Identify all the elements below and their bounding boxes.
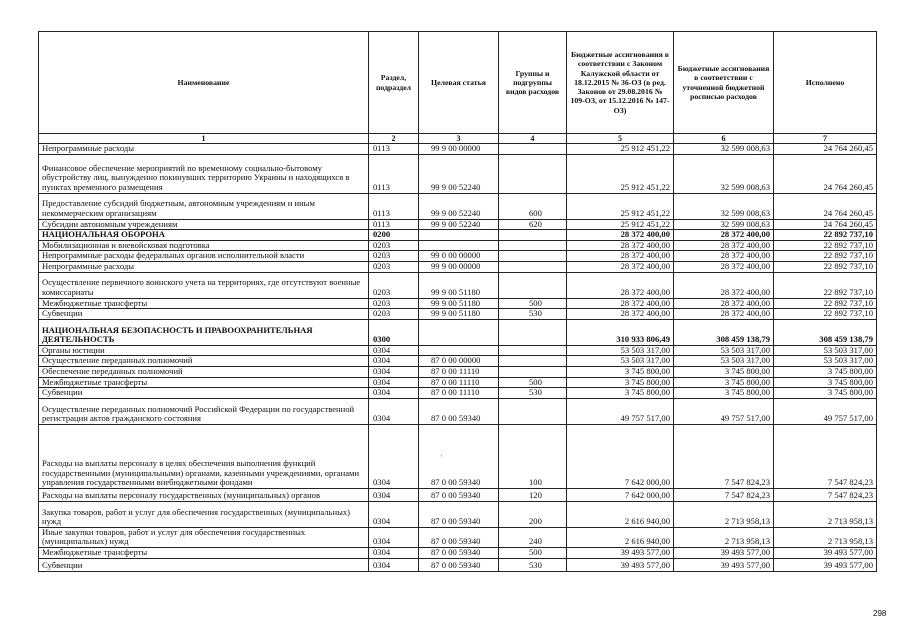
table-row [39, 558, 877, 571]
table-cell-budget-refined: 39 493 577,00 [674, 547, 774, 558]
col-number-6: 6 [674, 134, 774, 144]
col-number-1: 1 [39, 134, 369, 144]
table-cell-name: Осуществление переданных полномочий [39, 356, 369, 367]
table-cell-budget-refined: 3 745 800,00 [674, 377, 774, 388]
table-cell-section: 0203 [369, 298, 419, 309]
header-executed: Исполнено [774, 32, 877, 134]
table-cell-name: Осуществление первичного воинского учета на территориях, где отсутствуют военные комиссариаты [39, 272, 369, 298]
table-cell-group [499, 319, 567, 345]
table-cell-budget-law: 39 493 577,00 [567, 558, 674, 571]
table-cell-group [499, 240, 567, 251]
table-cell-name: Расходы на выплаты персоналу в целях обеспечения выполнения функций государственными (муниципальными) органами, казенными учреждениями, органами управления государственными внебюджетными фондами [39, 424, 369, 488]
col-number-5: 5 [567, 134, 674, 144]
table-cell-name: Межбюджетные трансферты [39, 298, 369, 309]
table-row [39, 144, 877, 155]
table-cell-budget-refined: 53 503 317,00 [674, 356, 774, 367]
table-cell-section: 0203 [369, 261, 419, 272]
table-row [39, 398, 877, 424]
table-cell-group: 100 [499, 424, 567, 488]
table-cell-name: Иные закупки товаров, работ и услуг для обеспечения государственных (муниципальных) нужд [39, 527, 369, 547]
table-cell-budget-law: 28 372 400,00 [567, 251, 674, 262]
table-cell-budget-law: 39 493 577,00 [567, 547, 674, 558]
table-cell-budget-refined: 39 493 577,00 [674, 558, 774, 571]
table-cell-budget-law: 28 372 400,00 [567, 261, 674, 272]
table-cell-name: Субвенции [39, 309, 369, 320]
table-row [39, 309, 877, 320]
table-cell-executed: 7 547 824,23 [774, 488, 877, 501]
table-cell-budget-refined: 28 372 400,00 [674, 309, 774, 320]
table-cell-group [499, 154, 567, 193]
table-cell-name: НАЦИОНАЛЬНАЯ БЕЗОПАСНОСТЬ И ПРАВООХРАНИТЕЛЬНАЯ ДЕЯТЕЛЬНОСТЬ [39, 319, 369, 345]
table-cell-group [499, 398, 567, 424]
table-cell-name: Обеспечение переданных полномочий [39, 366, 369, 377]
col-number-4: 4 [499, 134, 567, 144]
table-cell-target: 99 9 00 51180 [419, 309, 499, 320]
table-row [39, 501, 877, 527]
table-row [39, 261, 877, 272]
table-cell-group: 500 [499, 547, 567, 558]
table-cell-target: 99 9 00 52240 [419, 219, 499, 230]
table-cell-budget-law: 25 912 451,22 [567, 154, 674, 193]
table-cell-name: Межбюджетные трансферты [39, 377, 369, 388]
table-cell-name: Непрограммные расходы федеральных органов исполнительной власти [39, 251, 369, 262]
table-cell-target: 99 9 00 52240 [419, 193, 499, 219]
table-cell-section: 0304 [369, 377, 419, 388]
table-row [39, 527, 877, 547]
table-cell-executed: 22 892 737,10 [774, 298, 877, 309]
table-cell-group: 500 [499, 298, 567, 309]
table-cell-budget-refined: 308 459 138,79 [674, 319, 774, 345]
table-cell-budget-law: 3 745 800,00 [567, 366, 674, 377]
table-cell-budget-refined: 3 745 800,00 [674, 388, 774, 399]
table-cell-target [419, 345, 499, 356]
table-cell-name: Закупка товаров, работ и услуг для обеспечения государственных (муниципальных) нужд [39, 501, 369, 527]
table-cell-section: 0304 [369, 527, 419, 547]
table-cell-budget-refined: 32 599 008,63 [674, 193, 774, 219]
table-cell-name: Субвенции [39, 558, 369, 571]
table-cell-group: 620 [499, 219, 567, 230]
table-cell-executed: 39 493 577,00 [774, 558, 877, 571]
budget-table [38, 31, 877, 572]
table-cell-target: 87 0 00 11110 [419, 388, 499, 399]
header-section: Раздел, подраздел [369, 32, 419, 134]
table-cell-target: 87 0 00 59340 [419, 398, 499, 424]
table-cell-name: Субвенции [39, 388, 369, 399]
table-cell-executed: 3 745 800,00 [774, 377, 877, 388]
table-cell-budget-refined: 28 372 400,00 [674, 298, 774, 309]
table-cell-section: 0304 [369, 366, 419, 377]
table-cell-name: Межбюджетные трансферты [39, 547, 369, 558]
table-cell-section: 0304 [369, 388, 419, 399]
table-cell-name: Мобилизационная и вневойсковая подготовка [39, 240, 369, 251]
table-cell-group [499, 251, 567, 262]
table-cell-budget-law: 28 372 400,00 [567, 230, 674, 241]
table-cell-target: 99 0 00 00000 [419, 251, 499, 262]
budget-report-sheet [38, 31, 876, 591]
table-cell-target: 99 9 00 52240 [419, 154, 499, 193]
table-cell-budget-law: 2 616 940,00 [567, 501, 674, 527]
table-cell-budget-law: 25 912 451,22 [567, 144, 674, 155]
table-row [39, 298, 877, 309]
table-cell-section: 0304 [369, 558, 419, 571]
table-cell-name: Предоставление субсидий бюджетным, автономным учреждениям и иным некоммерческим организациям [39, 193, 369, 219]
table-cell-name: НАЦИОНАЛЬНАЯ ОБОРОНА [39, 230, 369, 241]
table-row [39, 366, 877, 377]
table-cell-section: 0203 [369, 309, 419, 320]
table-cell-budget-refined: 2 713 958,13 [674, 527, 774, 547]
table-cell-budget-refined: 7 547 824,23 [674, 488, 774, 501]
table-cell-target: 87 0 00 11110 [419, 366, 499, 377]
table-cell-target: 87 0 00 59340 [419, 527, 499, 547]
table-row [39, 488, 877, 501]
table-cell-target [419, 319, 499, 345]
table-cell-section: 0203 [369, 272, 419, 298]
table-cell-executed: 53 503 317,00 [774, 356, 877, 367]
table-row [39, 272, 877, 298]
table-row [39, 345, 877, 356]
table-cell-executed: 22 892 737,10 [774, 309, 877, 320]
table-cell-target: 99 9 00 51180 [419, 272, 499, 298]
table-row [39, 219, 877, 230]
table-cell-executed: 39 493 577,00 [774, 547, 877, 558]
table-cell-name: Непрограммные расходы [39, 144, 369, 155]
table-row [39, 251, 877, 262]
table-cell-budget-law: 28 372 400,00 [567, 309, 674, 320]
col-number-3: 3 [419, 134, 499, 144]
table-cell-group: 600 [499, 193, 567, 219]
table-cell-budget-refined: 32 599 008,63 [674, 154, 774, 193]
table-cell-name: Органы юстиции [39, 345, 369, 356]
col-number-7: 7 [774, 134, 877, 144]
table-cell-name: Осуществление переданных полномочий Российской Федерации по государственной регистрации актов гражданского состояния [39, 398, 369, 424]
table-cell-group: 500 [499, 377, 567, 388]
table-cell-budget-law: 3 745 800,00 [567, 388, 674, 399]
table-cell-budget-law: 28 372 400,00 [567, 240, 674, 251]
header-budget-refined: Бюджетные ассигнования в соответствии с уточненной бюджетной росписью расходов [674, 32, 774, 134]
table-cell-section: 0304 [369, 398, 419, 424]
table-cell-group [499, 366, 567, 377]
table-row [39, 319, 877, 345]
table-cell-budget-refined: 49 757 517,00 [674, 398, 774, 424]
table-cell-group [499, 356, 567, 367]
header-target: Целевая статья [419, 32, 499, 134]
table-cell-section: 0304 [369, 424, 419, 488]
table-cell-target: 87 0 00 59340 [419, 488, 499, 501]
table-cell-budget-law: 28 372 400,00 [567, 298, 674, 309]
table-cell-executed: 2 713 958,13 [774, 527, 877, 547]
table-cell-executed: 2 713 958,13 [774, 501, 877, 527]
table-cell-group [499, 230, 567, 241]
table-cell-section: 0113 [369, 219, 419, 230]
table-cell-group [499, 144, 567, 155]
table-cell-group [499, 272, 567, 298]
table-cell-executed: 53 503 317,00 [774, 345, 877, 356]
table-cell-budget-law: 2 616 940,00 [567, 527, 674, 547]
table-cell-group: 530 [499, 388, 567, 399]
header-name: Наименование [39, 32, 369, 134]
table-cell-budget-refined: 28 372 400,00 [674, 230, 774, 241]
table-cell-name: Непрограммные расходы [39, 261, 369, 272]
table-cell-section: 0300 [369, 319, 419, 345]
table-cell-budget-refined: 7 547 824,23 [674, 424, 774, 488]
table-cell-budget-law: 3 745 800,00 [567, 377, 674, 388]
table-cell-group: 530 [499, 309, 567, 320]
table-row [39, 193, 877, 219]
table-cell-section: 0200 [369, 230, 419, 241]
table-cell-budget-law: 7 642 000,00 [567, 488, 674, 501]
table-cell-target: 87 0 00 59340 [419, 501, 499, 527]
table-cell-executed: 22 892 737,10 [774, 272, 877, 298]
table-cell-name: Расходы на выплаты персоналу государственных (муниципальных) органов [39, 488, 369, 501]
table-cell-group: 120 [499, 488, 567, 501]
table-cell-budget-refined: 53 503 317,00 [674, 345, 774, 356]
stray-mark: ' [441, 454, 443, 462]
table-cell-executed: 308 459 138,79 [774, 319, 877, 345]
table-cell-budget-refined: 28 372 400,00 [674, 272, 774, 298]
table-row [39, 424, 877, 488]
table-cell-executed: 24 764 260,45 [774, 193, 877, 219]
table-cell-executed: 22 892 737,10 [774, 261, 877, 272]
table-cell-target: 87 0 00 59340 [419, 547, 499, 558]
table-cell-budget-refined: 3 745 800,00 [674, 366, 774, 377]
table-cell-budget-refined: 2 713 958,13 [674, 501, 774, 527]
table-cell-budget-law: 310 933 806,49 [567, 319, 674, 345]
table-cell-target: 99 9 00 00000 [419, 144, 499, 155]
table-cell-budget-law: 7 642 000,00 [567, 424, 674, 488]
table-cell-section: 0304 [369, 356, 419, 367]
table-cell-target: 99 9 00 00000 [419, 261, 499, 272]
table-cell-budget-law: 53 503 317,00 [567, 356, 674, 367]
table-cell-name: Субсидии автономным учреждениям [39, 219, 369, 230]
table-cell-section: 0203 [369, 251, 419, 262]
table-cell-budget-refined: 28 372 400,00 [674, 240, 774, 251]
header-budget-law: Бюджетные ассигнования в соответствии с Законом Калужской области от 18.12.2015 № 36-ОЗ (в ред. Законов от 29.08.2016 № 109-ОЗ, от 15.12.2016 № 147-ОЗ) [567, 32, 674, 134]
table-cell-executed: 7 547 824,23 [774, 424, 877, 488]
table-cell-budget-law: 25 912 451,22 [567, 219, 674, 230]
table-cell-target: 99 9 00 51180 [419, 298, 499, 309]
table-cell-section: 0304 [369, 501, 419, 527]
table-cell-section: 0113 [369, 144, 419, 155]
table-cell-executed: 49 757 517,00 [774, 398, 877, 424]
table-cell-executed: 22 892 737,10 [774, 251, 877, 262]
table-cell-target: 87 0 00 59340 [419, 558, 499, 571]
table-cell-group: 200 [499, 501, 567, 527]
table-cell-section: 0113 [369, 154, 419, 193]
table-cell-target [419, 230, 499, 241]
table-cell-budget-refined: 28 372 400,00 [674, 251, 774, 262]
table-cell-group: 530 [499, 558, 567, 571]
table-cell-section: 0304 [369, 488, 419, 501]
table-row [39, 377, 877, 388]
table-cell-budget-law: 28 372 400,00 [567, 272, 674, 298]
table-cell-budget-refined: 32 599 008,63 [674, 219, 774, 230]
table-row [39, 154, 877, 193]
table-cell-section: 0304 [369, 547, 419, 558]
table-body [39, 144, 877, 572]
table-cell-budget-law: 53 503 317,00 [567, 345, 674, 356]
table-cell-executed: 24 764 260,45 [774, 219, 877, 230]
table-cell-budget-law: 49 757 517,00 [567, 398, 674, 424]
table-cell-target: 87 0 00 59340 [419, 424, 499, 488]
table-row [39, 356, 877, 367]
table-cell-name: Финансовое обеспечение мероприятий по временному социально-бытовому обустройству лиц, вынужденно покинувших территорию Украины и находящихся в пунктах временного размещения [39, 154, 369, 193]
table-cell-group: 240 [499, 527, 567, 547]
table-cell-section: 0113 [369, 193, 419, 219]
table-row [39, 230, 877, 241]
table-cell-group [499, 345, 567, 356]
table-cell-executed: 22 892 737,10 [774, 240, 877, 251]
table-cell-executed: 22 892 737,10 [774, 230, 877, 241]
table-row [39, 240, 877, 251]
table-cell-executed: 24 764 260,45 [774, 154, 877, 193]
table-cell-budget-refined: 32 599 008,63 [674, 144, 774, 155]
table-cell-target: 87 0 00 11110 [419, 377, 499, 388]
header-group: Группы и подгруппы видов расходов [499, 32, 567, 134]
table-cell-executed: 3 745 800,00 [774, 366, 877, 377]
table-cell-target [419, 240, 499, 251]
table-cell-executed: 24 764 260,45 [774, 144, 877, 155]
table-row [39, 547, 877, 558]
page-number: 298 [873, 609, 887, 618]
table-cell-executed: 3 745 800,00 [774, 388, 877, 399]
table-cell-budget-law: 25 912 451,22 [567, 193, 674, 219]
col-number-2: 2 [369, 134, 419, 144]
table-cell-target: 87 0 00 00000 [419, 356, 499, 367]
table-row [39, 388, 877, 399]
table-cell-budget-refined: 28 372 400,00 [674, 261, 774, 272]
table-cell-group [499, 261, 567, 272]
table-cell-section: 0304 [369, 345, 419, 356]
table-cell-section: 0203 [369, 240, 419, 251]
